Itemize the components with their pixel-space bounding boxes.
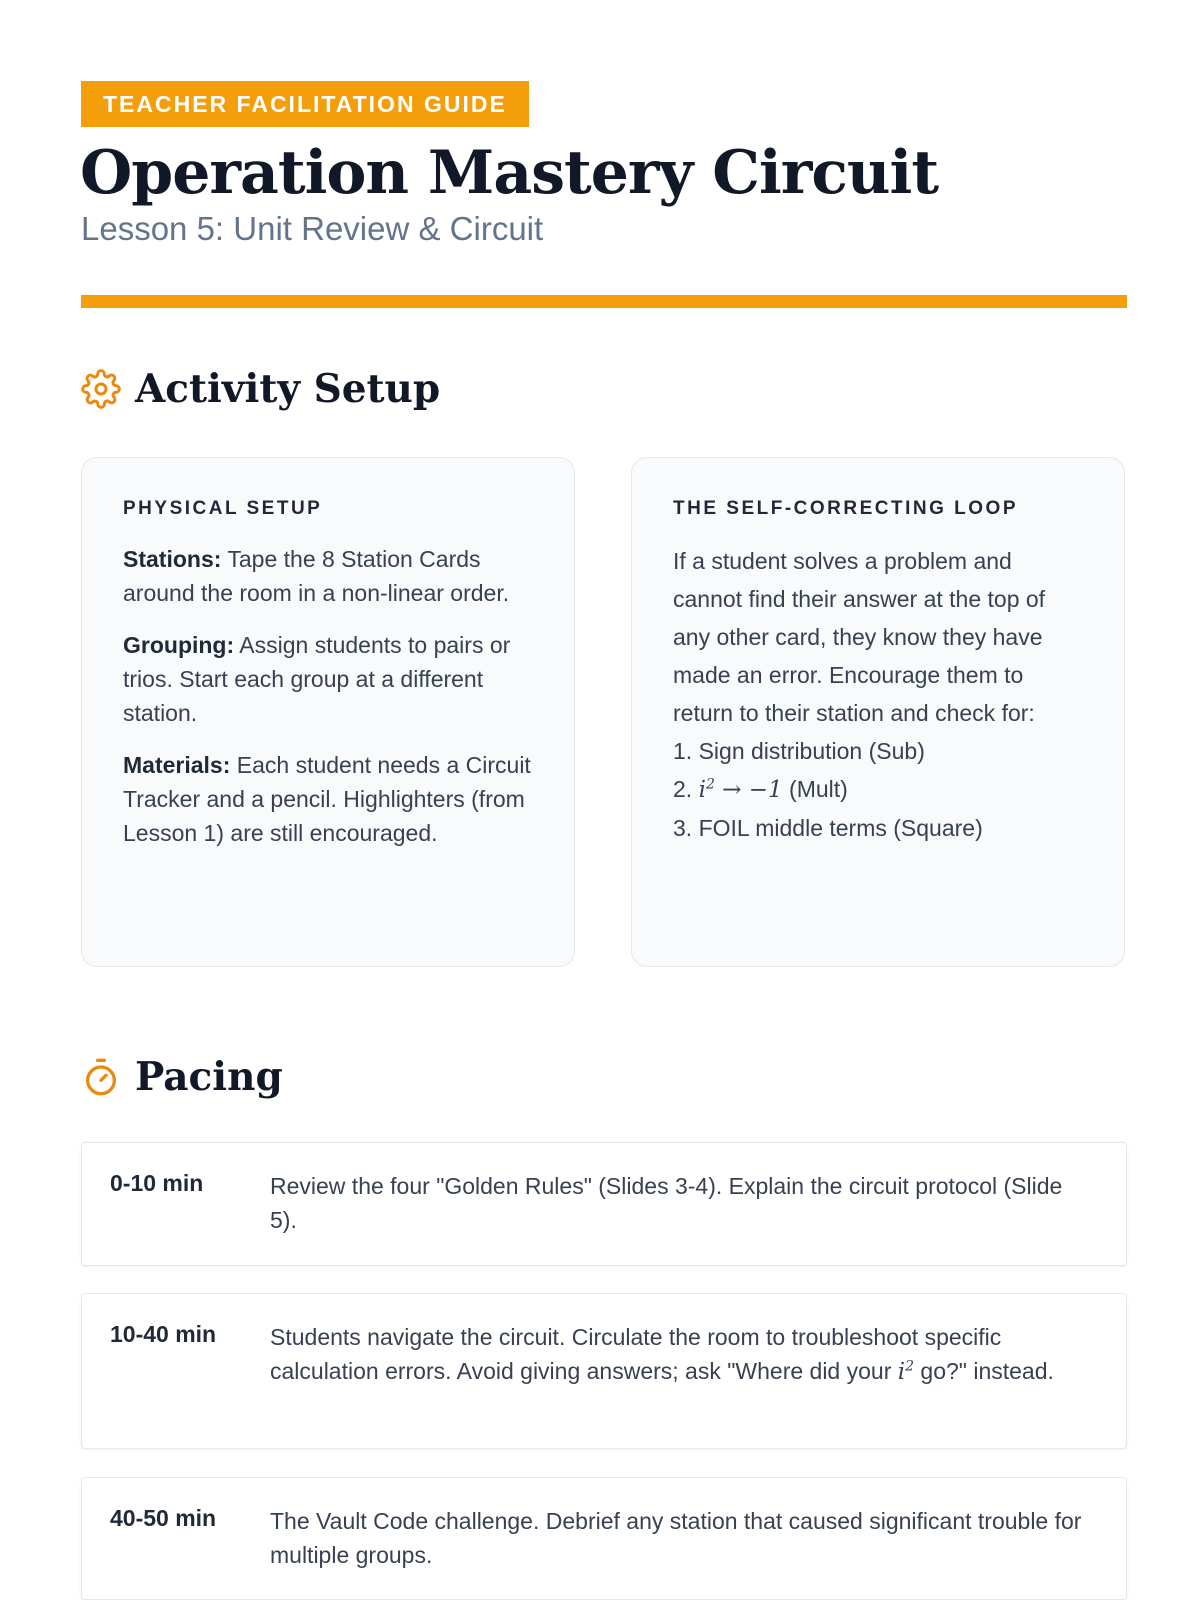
math-expression [699, 777, 783, 803]
guide-type-badge: TEACHER FACILITATION GUIDE [81, 81, 529, 127]
pacing-time: 10-40 min [110, 1321, 217, 1347]
math-base: i [698, 777, 706, 803]
pacing-row [81, 1142, 1127, 1266]
check-item-suffix: (Mult) [782, 776, 848, 802]
setup-item-text: Each student needs a Circuit Tracker and a pencil. Highlighters (from Lesson 1) are still encouraged. [123, 752, 531, 846]
pacing-description: The Vault Code challenge. Debrief any station that caused significant trouble for multiple groups. [270, 1508, 1082, 1568]
check-item-3: 3. FOIL middle terms (Square) [673, 815, 983, 841]
pacing-description [270, 1320, 1090, 1389]
pacing-row [81, 1477, 1127, 1600]
self-correcting-card [631, 457, 1125, 967]
self-correcting-body [673, 542, 1084, 847]
physical-setup-heading: PHYSICAL SETUP [123, 498, 323, 519]
setup-item-label: Stations: [123, 546, 222, 572]
activity-setup-title: Activity Setup [135, 366, 441, 412]
math-expression [898, 1359, 914, 1385]
pacing-time: 40-50 min [110, 1505, 217, 1531]
math-rest: → −1 [714, 777, 783, 803]
pacing-title: Pacing [135, 1054, 283, 1100]
math-exponent: 2 [905, 1358, 915, 1375]
setup-item-materials [123, 748, 534, 850]
setup-item-text: Tape the 8 Station Cards around the room in a non-linear order. [123, 546, 510, 606]
page-subtitle: Lesson 5: Unit Review & Circuit [81, 210, 544, 247]
activity-setup-heading [81, 366, 440, 412]
pacing-row [81, 1293, 1127, 1449]
physical-setup-card [81, 457, 575, 967]
stopwatch-icon [81, 1057, 121, 1097]
setup-item-label: Materials: [123, 752, 231, 778]
pacing-heading [81, 1054, 283, 1100]
check-item-2 [673, 770, 1084, 809]
gear-icon [81, 369, 121, 409]
page-title: Operation Mastery Circuit [80, 138, 939, 208]
math-base: i [897, 1359, 906, 1385]
pacing-text-before: Students navigate the circuit. Circulate the room to troubleshoot specific calculation errors. Avoid giving answers; ask "Where did your [270, 1324, 1002, 1384]
math-exponent: 2 [705, 776, 715, 793]
self-correcting-intro: If a student solves a problem and cannot find their answer at the top of any other card, they know they have made an error. Encourage them to return to their station and check for: [673, 548, 1046, 726]
check-item-prefix: 2. [673, 776, 699, 802]
setup-item-stations [123, 542, 534, 610]
self-correcting-heading: THE SELF-CORRECTING LOOP [673, 498, 1018, 519]
check-item-1: 1. Sign distribution (Sub) [673, 738, 925, 764]
pacing-time: 0-10 min [110, 1170, 204, 1196]
header-divider [81, 295, 1127, 308]
pacing-description: Review the four "Golden Rules" (Slides 3-4). Explain the circuit protocol (Slide 5). [270, 1173, 1063, 1233]
setup-item-grouping [123, 628, 534, 730]
setup-item-label: Grouping: [123, 632, 235, 658]
setup-item-text: Assign students to pairs or trios. Start each group at a different station. [123, 632, 511, 726]
pacing-text-after: go?" instead. [914, 1358, 1054, 1384]
